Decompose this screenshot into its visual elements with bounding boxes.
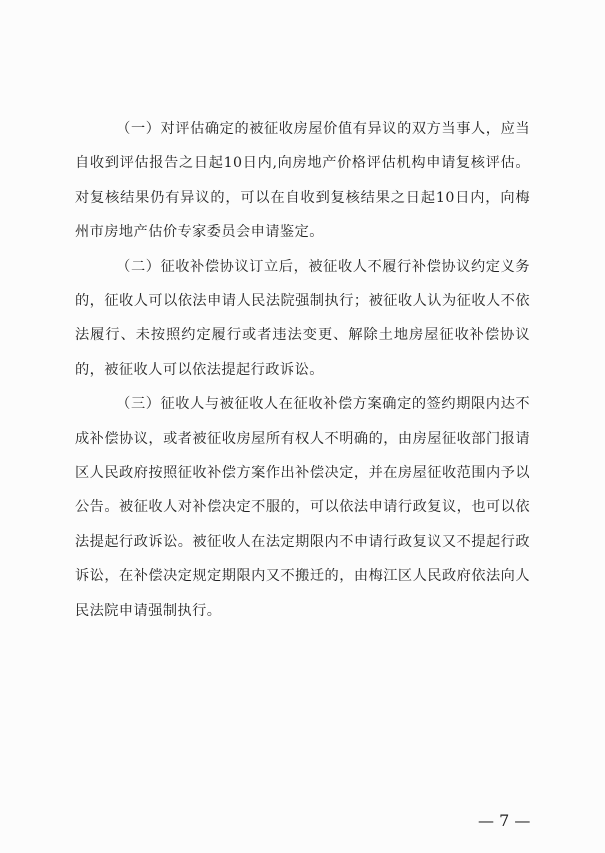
- paragraph-2: （二）征收补偿协议订立后，被征收人不履行补偿协议约定义务的，征收人可以依法申请人民法院强制执行；被征收人认为征收人不依法履行、未按照约定履行或者违法变更、解除土地房屋征收补偿协议的，被征收人可以依法提起行政诉讼。: [75, 258, 530, 378]
- paragraph-3: （三）征收人与被征收人在征收补偿方案确定的签约期限内达不成补偿协议，或者被征收房屋所有权人不明确的，由房屋征收部门报请区人民政府按照征收补偿方案作出补偿决定，并在房屋征收范围内予以公告。被征收人对补偿决定不服的，可以依法申请行政复议，也可以依法提起行政诉讼。被征收人在法定期限内不申请行政复议又不提起行政诉讼，在补偿决定规定期限内又不搬迁的，由梅江区人民政府依法向人民法院申请强制执行。: [75, 396, 530, 619]
- paragraph-1: （一）对评估确定的被征收房屋价值有异议的双方当事人，应当自收到评估报告之日起10日内,向房地产价格评估机构申请复核评估。对复核结果仍有异议的，可以在自收到复核结果之日起10日内，向梅州市房地产估价专家委员会申请鉴定。: [75, 121, 530, 241]
- document-body: [75, 112, 530, 628]
- page-number: — 7 —: [478, 811, 531, 830]
